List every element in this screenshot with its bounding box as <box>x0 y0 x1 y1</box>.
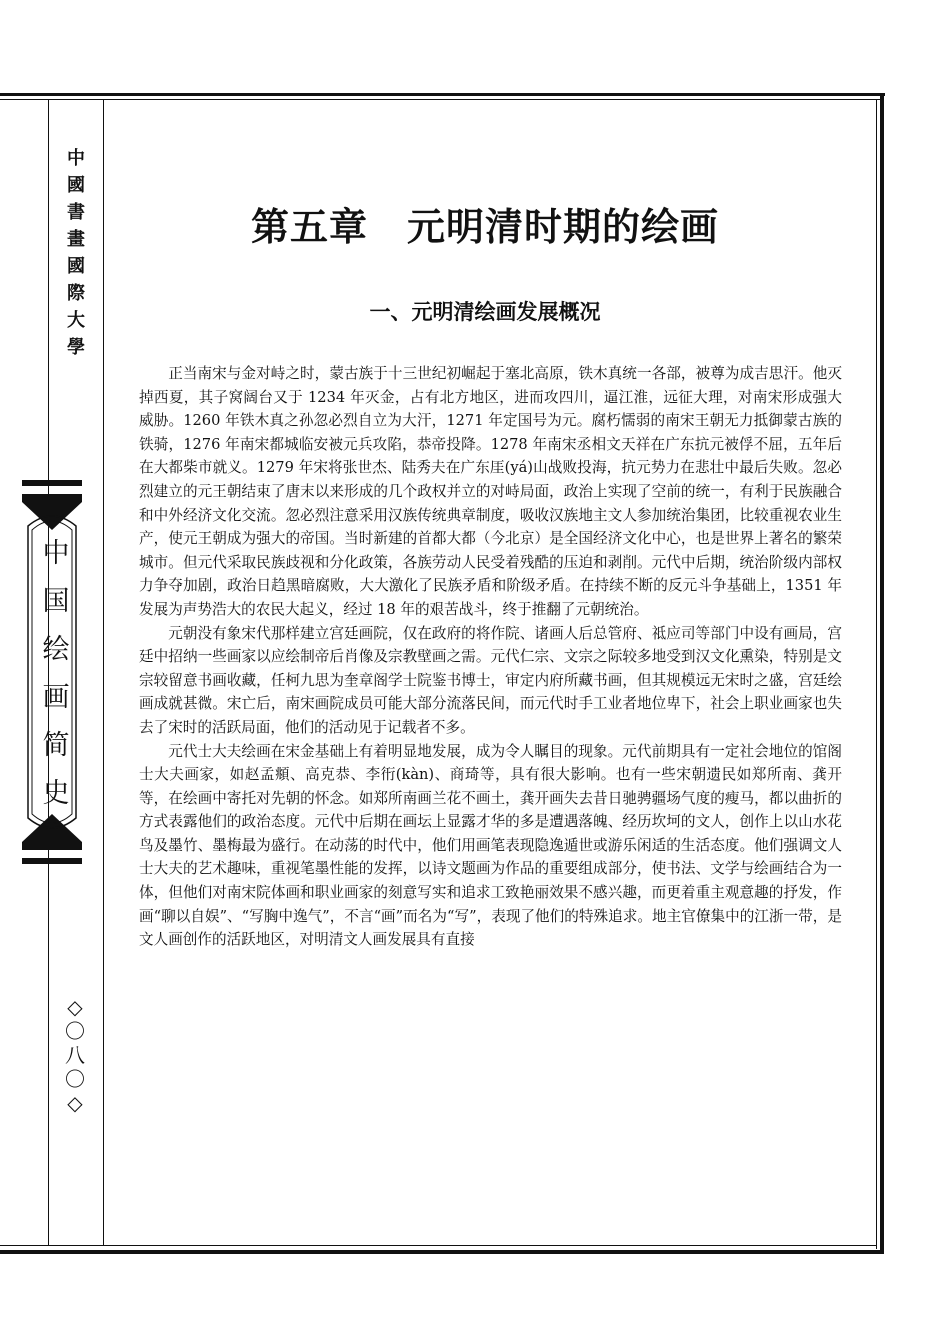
body-text <box>139 362 842 952</box>
page-frame-right-inner <box>876 99 877 1249</box>
diamond-icon: ◇ <box>67 1091 83 1115</box>
book-title-char: 画 <box>42 682 70 713</box>
sidebar-university-name <box>56 150 96 366</box>
book-title-char: 中 <box>42 538 70 569</box>
univ-char: 國 <box>67 256 85 277</box>
page-frame-right <box>880 93 884 1254</box>
book-title-char: 国 <box>42 586 70 617</box>
paragraph: 正当南宋与金对峙之时，蒙古族于十三世纪初崛起于塞北高原，铁木真统一各部，被尊为成吉思汗。他灭掉西夏，其子窝阔台又于 1234 年灭金，占有北方地区，进而攻四川，逼江淮，远征大理，对南宋形成强大威胁。1260 年铁木真之孙忽必烈自立为大汗，1271 年定国号为元。腐朽懦弱的南宋王朝无力抵御蒙古族的铁骑，1276 年南宋都城临安被元兵攻陷，恭帝投降。1278 年南宋丞相文天祥在广东抗元被俘不屈，五年后在大都柴市就义。1279 年宋将张世杰、陆秀夫在广东厓(yá)山战败投海，抗元势力在悲壮中最后失败。忽必烈建立的元王朝结束了唐末以来形成的几个政权并立的对峙局面，政治上实现了空前的统一，有利于民族融合和中外经济文化交流。忽必烈注意采用汉族传统典章制度，吸收汉族地主文人参加统治集团，比较重视农业生产，使元王朝成为强大的帝国。当时新建的首都大都（今北京）是全国经济文化中心，也是世界上著名的繁荣城市。但元代采取民族歧视和分化政策，各族劳动人民受着残酷的压迫和剥削。元代中后期，统治阶级内部权力争夺加剧，政治日趋黑暗腐败，大大激化了民族矛盾和阶级矛盾。在持续不断的反元斗争基础上，1351 年发展为声势浩大的农民大起义，经过 18 年的艰苦战斗，终于推翻了元朝统治。 <box>139 365 842 618</box>
sidebar-book-title <box>26 540 86 828</box>
book-title-char: 史 <box>42 778 70 809</box>
page-number-digit: 八 <box>65 1043 85 1067</box>
univ-char: 國 <box>67 175 85 196</box>
page-number-digit: 〇 <box>65 1067 85 1091</box>
paragraph: 元朝没有象宋代那样建立宫廷画院，仅在政府的将作院、诸画人后总管府、祗应司等部门中设有画局，宫廷中招纳一些画家以应绘制帝后肖像及宗教壁画之需。元代仁宗、文宗之际较多地受到汉文化熏染，特别是文宗较留意书画收藏，任柯九思为奎章阁学士院鉴书博士，审定内府所藏书画，但其规模远无宋时之盛，宫廷绘画成就甚微。宋亡后，南宋画院成员可能大部分流落民间，而元代时手工业者地位卑下，社会上职业画家也失去了宋时的活跃局面，他们的活动见于记载者不多。 <box>139 624 842 736</box>
section-title: 一、元明清绘画发展概况 <box>369 300 601 324</box>
univ-char: 際 <box>67 283 85 304</box>
univ-char: 中 <box>67 148 85 169</box>
page-frame-top <box>0 93 885 96</box>
page-frame-top-inner <box>0 99 880 100</box>
chapter-title: 第五章 元明清时期的绘画 <box>250 204 719 249</box>
page-number-digit: 〇 <box>65 1019 85 1043</box>
book-title-char: 简 <box>42 730 70 761</box>
page-frame-bottom <box>0 1250 884 1254</box>
book-title-char: 绘 <box>42 634 70 665</box>
diamond-icon: ◇ <box>67 995 83 1019</box>
univ-char: 學 <box>67 337 85 358</box>
univ-char: 大 <box>67 310 85 331</box>
univ-char: 畫 <box>67 229 85 250</box>
paragraph: 元代士大夫绘画在宋金基础上有着明显地发展，成为令人瞩目的现象。元代前期具有一定社会地位的馆阁士大夫画家，如赵孟頫、高克恭、李衎(kàn)、商琦等，具有很大影响。也有一些宋朝遗民如郑所南、龚开等，在绘画中寄托对先朝的怀念。如郑所南画兰花不画土，龚开画失去昔日驰骋疆场气度的瘦马，都以曲折的方式表露他们的政治态度。元代中后期在画坛上显露才华的多是遭遇落魄、经历坎坷的文人，创作上以山水花鸟及墨竹、墨梅最为盛行。在动荡的时代中，他们用画笔表现隐逸遁世或游乐闲适的生活态度。他们强调文人士大夫的艺术趣味，重视笔墨性能的发挥，以诗文题画为作品的重要组成部分，使书法、文学与绘画结合为一体，但他们对南宋院体画和职业画家的刻意写实和追求工致艳丽效果不感兴趣，而更着重主观意趣的抒发，作画“聊以自娱”、“写胸中逸气”，不言“画”而名为“写”，表现了他们的特殊追求。地主官僚集中的江浙一带，是文人画创作的活跃地区，对明清文人画发展具有直接 <box>139 742 842 949</box>
page-number <box>58 997 92 1117</box>
univ-char: 書 <box>67 202 85 223</box>
page-frame-bottom-inner <box>0 1245 877 1246</box>
